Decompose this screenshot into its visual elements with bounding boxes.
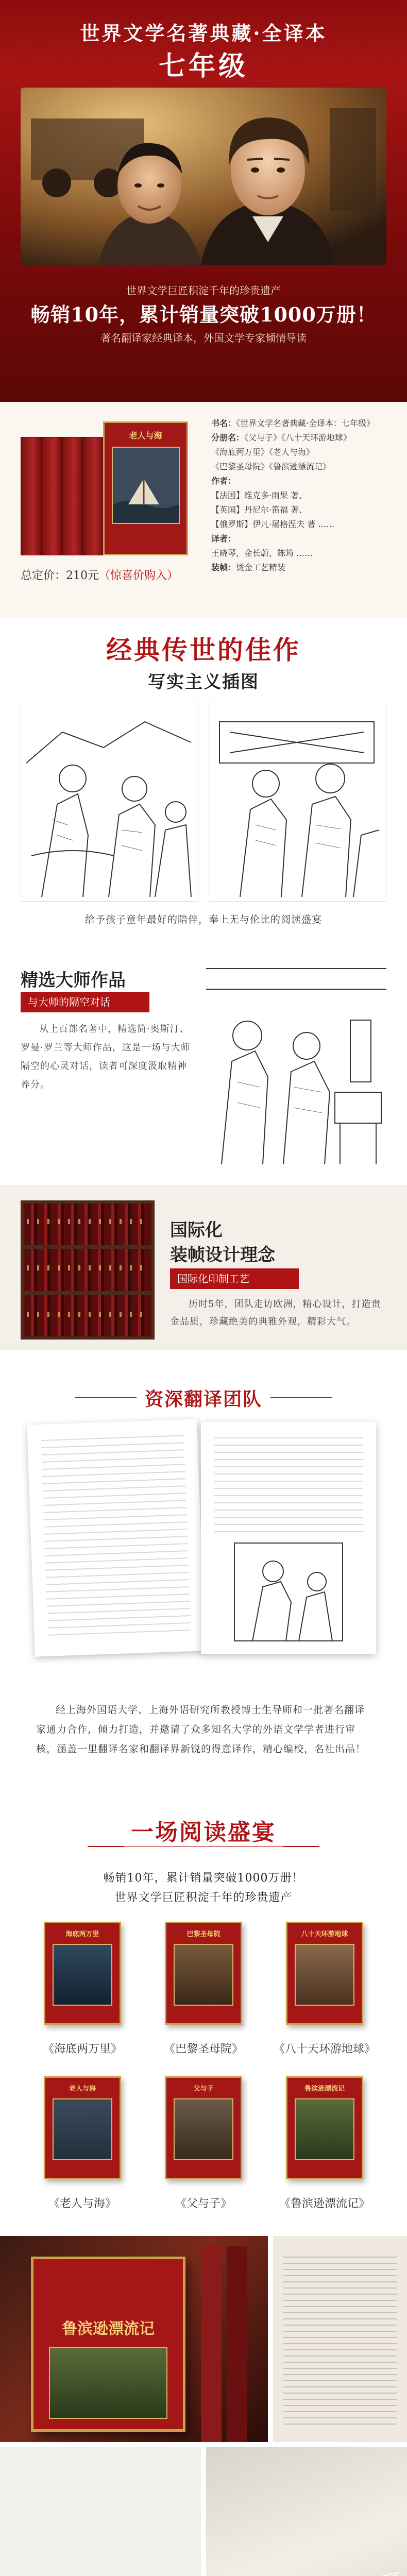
design-text: 历时5年，团队走访欧洲，精心设计，打造贵金品质，珍藏绝美的典雅外观，精彩大气。 <box>170 1299 381 1327</box>
page-illustration-icon <box>232 1540 345 1643</box>
book-caption: 《海底两万里》 <box>42 2043 122 2056</box>
detail-row: 装帧：烫金工艺精装 <box>211 563 286 572</box>
open-book-page-left <box>27 1419 205 1656</box>
hero-tagline: 世界文学巨匠积淀千年的珍贵遗产 <box>126 284 281 297</box>
feast-subtitle-2: 世界文学巨匠积淀千年的珍贵遗产 <box>114 1891 293 1904</box>
detail-row: 作者： <box>211 476 236 486</box>
classics-caption: 给予孩子童年最好的陪伴，奉上无与伦比的阅读盛宴 <box>84 914 322 925</box>
feast-title: 一场阅读盛宴 <box>124 1814 283 1846</box>
detail-row: 书名：《世界文学名著典藏·全译本：七年级》 <box>211 418 375 428</box>
detail-row: 《巴黎圣母院》《鲁滨逊漂流记》 <box>211 462 331 471</box>
design-tag: 国际化印制工艺 <box>170 1268 299 1289</box>
translators-title: 资深翻译团队 <box>137 1385 270 1411</box>
detail-row: 【英国】丹尼尔·笛福 著、 <box>211 505 308 515</box>
photo-book-edge <box>206 2447 407 2576</box>
bookshelf-image <box>21 1200 155 1340</box>
sketch-landscape-icon <box>0 2447 201 2576</box>
page-text-lines <box>283 2257 397 2427</box>
cathedral-icon <box>174 1944 233 2006</box>
box-set-image <box>21 421 191 561</box>
book-cover <box>165 2076 242 2179</box>
photo-sketch-closeup <box>0 2447 201 2576</box>
classics-title: 经典传世的佳作 <box>106 635 301 665</box>
island-icon <box>295 2098 354 2160</box>
detail-row: 分册名：《父与子》《八十天环游地球》 <box>211 433 352 443</box>
book-caption: 《八十天环游地球》 <box>273 2043 376 2056</box>
book-spine <box>227 2246 247 2442</box>
sketch-crowd-icon <box>21 701 198 901</box>
hero-sales-headline: 畅销10年，累计销量突破1000万册！ <box>30 303 377 326</box>
page-text-lines <box>41 1435 191 1640</box>
front-cover-illustration <box>112 447 180 524</box>
detail-row: 【法国】维克多·雨果 著、 <box>211 490 308 500</box>
photo-open-pages <box>273 2236 407 2442</box>
sketch-tavern-icon <box>206 958 386 1164</box>
book-spine <box>41 437 62 555</box>
photo-book-stack <box>0 2236 268 2442</box>
box-set-front-cover <box>103 421 188 555</box>
detail-row: 王晓琴，金长蔚，陈筠 …… <box>211 548 313 558</box>
feast-subtitle-1: 畅销10年，累计销量突破1000万册！ <box>103 1872 304 1885</box>
book-details <box>211 416 397 575</box>
book-cover-title: 巴黎圣母院 <box>186 1930 221 1938</box>
sketch-illustration-left <box>21 701 198 902</box>
book-page-block <box>263 2572 402 2576</box>
book-cover-title: 父与子 <box>193 2085 214 2093</box>
translators-text: 经上海外国语大学、上海外语研究所教授博士生导师和一批著名翻译家通力合作，倾力打造，并邀请了众多知名大学的外语文学学者进行审核，涵盖一里翻译名家和翻译界新锐的得意译作，精心编校，名社出品！ <box>36 1704 366 1755</box>
book-cover <box>44 2076 121 2179</box>
page-text-lines <box>214 1437 363 1535</box>
hero-translator-note: 著名翻译家经典译本，外国文学专家倾情导读 <box>100 332 307 344</box>
book-cover-title: 鲁滨逊漂流记 <box>304 2085 345 2093</box>
design-title-line2: 装帧设计理念 <box>170 1245 275 1265</box>
book-spine <box>82 437 103 555</box>
classics-subtitle: 写实主义插图 <box>148 672 259 692</box>
masters-text: 从上百部名著中，精选简·奥斯汀、罗曼·罗兰等大师作品，这是一场与大师隔空的心灵对话，读者可深度汲取精神养分。 <box>21 1024 191 1090</box>
masters-title: 精选大师作品 <box>21 970 126 991</box>
book-cover <box>44 1922 121 2025</box>
book-cover-title: 老人与海 <box>69 2085 96 2093</box>
old-man-sea-icon <box>113 448 179 523</box>
balloon-icon <box>295 1944 354 2006</box>
book-spine <box>62 437 82 555</box>
total-price <box>21 567 178 583</box>
old-man-sea-icon <box>53 2098 112 2160</box>
hero-title: 世界文学名著典藏·全译本 <box>80 22 327 45</box>
book-cover-title: 八十天环游地球 <box>301 1930 348 1938</box>
design-title-line1: 国际化 <box>170 1220 223 1241</box>
sketch-illustration-right <box>209 701 386 902</box>
book-caption: 《鲁滨逊漂流记》 <box>279 2197 370 2210</box>
photo-book-cover <box>31 2257 185 2432</box>
masters-illustration <box>206 958 386 1164</box>
hero-grade: 七年级 <box>158 50 248 82</box>
total-price-label: 总定价：210元 <box>21 569 99 582</box>
bookshelf-icon <box>24 1204 151 1336</box>
front-cover-title: 老人与海 <box>129 431 162 440</box>
book-cover <box>286 2076 363 2179</box>
book-caption: 《巴黎圣母院》 <box>163 2043 243 2056</box>
book-cover <box>165 1922 242 2025</box>
island-icon <box>49 2347 167 2419</box>
detail-row: 《海底两万里》《老人与海》 <box>211 447 315 457</box>
book-caption: 《父与子》 <box>175 2197 232 2210</box>
masters-tag: 与大师的隔空对话 <box>21 992 149 1012</box>
hero-illustration <box>21 88 386 265</box>
total-price-note: （惊喜价购入） <box>99 569 179 582</box>
submarine-icon <box>53 1944 112 2006</box>
book-cover-title: 海底两万里 <box>65 1930 99 1938</box>
father-son-icon <box>174 2098 233 2160</box>
hero-illustration-art <box>21 88 386 265</box>
detail-row: 【俄罗斯】伊凡·屠格涅夫 著 …… <box>211 519 335 529</box>
detail-row: 译者： <box>211 534 236 544</box>
book-spine <box>201 2246 222 2442</box>
sketch-sailors-icon <box>209 701 386 901</box>
book-caption: 《老人与海》 <box>48 2197 116 2210</box>
book-spine <box>21 437 41 555</box>
open-book-page-right <box>201 1422 376 1654</box>
photo-book-title: 鲁滨逊漂流记 <box>62 2320 155 2338</box>
book-cover <box>286 1922 363 2025</box>
